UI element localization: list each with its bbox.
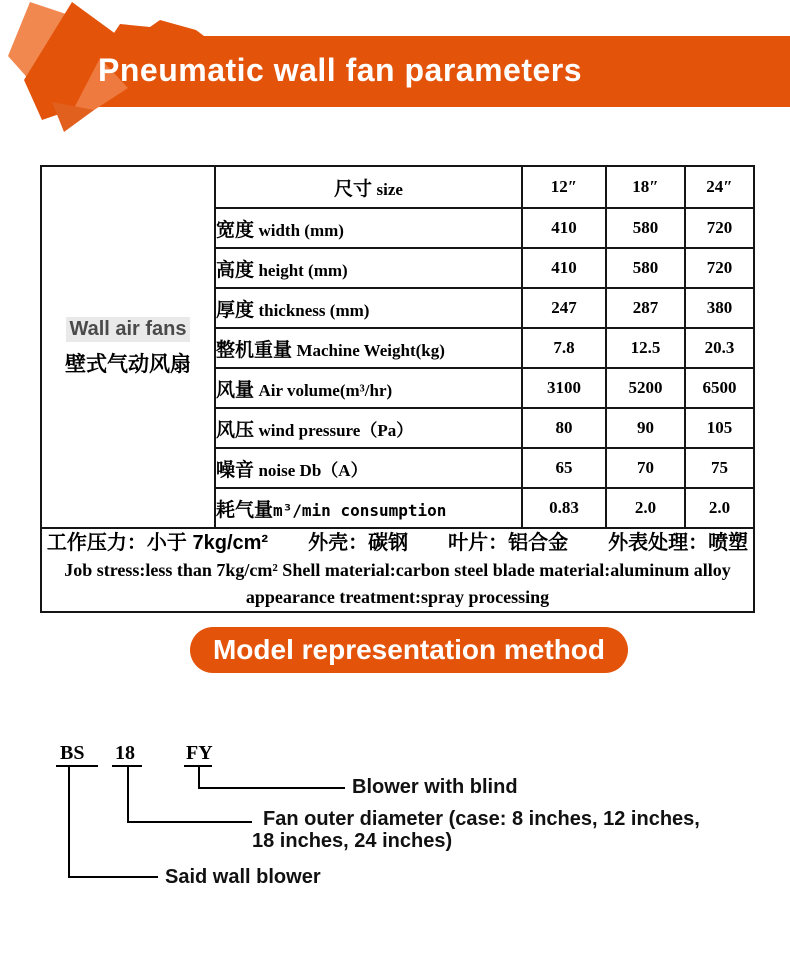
- value-cell: 2.0: [606, 488, 685, 528]
- value-cell: 410: [522, 208, 606, 248]
- value-cell: 5200: [606, 368, 685, 408]
- value-cell: 20.3: [685, 328, 754, 368]
- size-header-cell: 尺寸 size: [215, 166, 522, 208]
- model-code-diagram: [0, 730, 790, 930]
- value-cell: 580: [606, 248, 685, 288]
- spec-table: [40, 165, 755, 613]
- table-footer-line: Job stress:less than 7kg/cm² Shell material:carbon steel blade material:aluminum alloy: [64, 560, 731, 580]
- value-cell: 65: [522, 448, 606, 488]
- param-cell: 风压 wind pressure（Pa）: [215, 408, 522, 448]
- table-footer-cell: [41, 528, 754, 612]
- value-cell: 2.0: [685, 488, 754, 528]
- size-column-header: 12″: [522, 166, 606, 208]
- model-representation-heading: Model representation method: [190, 627, 628, 673]
- value-cell: 90: [606, 408, 685, 448]
- value-cell: 7.8: [522, 328, 606, 368]
- legend-blower-with-blind: Blower with blind: [352, 776, 518, 798]
- size-column-header: 24″: [685, 166, 754, 208]
- value-cell: 12.5: [606, 328, 685, 368]
- value-cell: 580: [606, 208, 685, 248]
- param-cell: 风量 Air volume(m³/hr): [215, 368, 522, 408]
- product-name-en: Wall air fans: [42, 317, 214, 342]
- value-cell: 410: [522, 248, 606, 288]
- value-cell: 720: [685, 208, 754, 248]
- value-cell: 105: [685, 408, 754, 448]
- table-footer-line: appearance treatment:spray processing: [245, 587, 550, 607]
- size-column-header: 18″: [606, 166, 685, 208]
- value-cell: 70: [606, 448, 685, 488]
- model-code-18: 18: [115, 742, 135, 764]
- param-cell: 宽度 width (mm): [215, 208, 522, 248]
- param-cell: 耗气量m³/min consumption: [215, 488, 522, 528]
- product-name-zh: 壁式气动风扇: [65, 352, 191, 376]
- product-cell: [41, 166, 215, 528]
- value-cell: 247: [522, 288, 606, 328]
- value-cell: 380: [685, 288, 754, 328]
- param-cell: 噪音 noise Db（A）: [215, 448, 522, 488]
- legend-said-wall-blower: Said wall blower: [165, 866, 321, 888]
- page-title: Pneumatic wall fan parameters: [98, 52, 583, 88]
- param-cell: 整机重量 Machine Weight(kg): [215, 328, 522, 368]
- value-cell: 6500: [685, 368, 754, 408]
- model-code-bs: BS: [60, 742, 85, 764]
- value-cell: 75: [685, 448, 754, 488]
- value-cell: 720: [685, 248, 754, 288]
- param-cell: 高度 height (mm): [215, 248, 522, 288]
- value-cell: 287: [606, 288, 685, 328]
- legend-fan-outer-diameter-line1: Fan outer diameter (case: 8 inches, 12 inches,: [263, 808, 700, 830]
- spec-table-body: [41, 166, 754, 612]
- value-cell: 80: [522, 408, 606, 448]
- table-footer-line: 工作压力：小于 7kg/cm² 外壳：碳钢 叶片：铝合金 外表处理：喷塑: [46, 532, 749, 554]
- legend-fan-outer-diameter-line2: 18 inches, 24 inches): [252, 830, 453, 852]
- value-cell: 0.83: [522, 488, 606, 528]
- param-cell: 厚度 thickness (mm): [215, 288, 522, 328]
- model-code-fy: FY: [186, 742, 213, 764]
- value-cell: 3100: [522, 368, 606, 408]
